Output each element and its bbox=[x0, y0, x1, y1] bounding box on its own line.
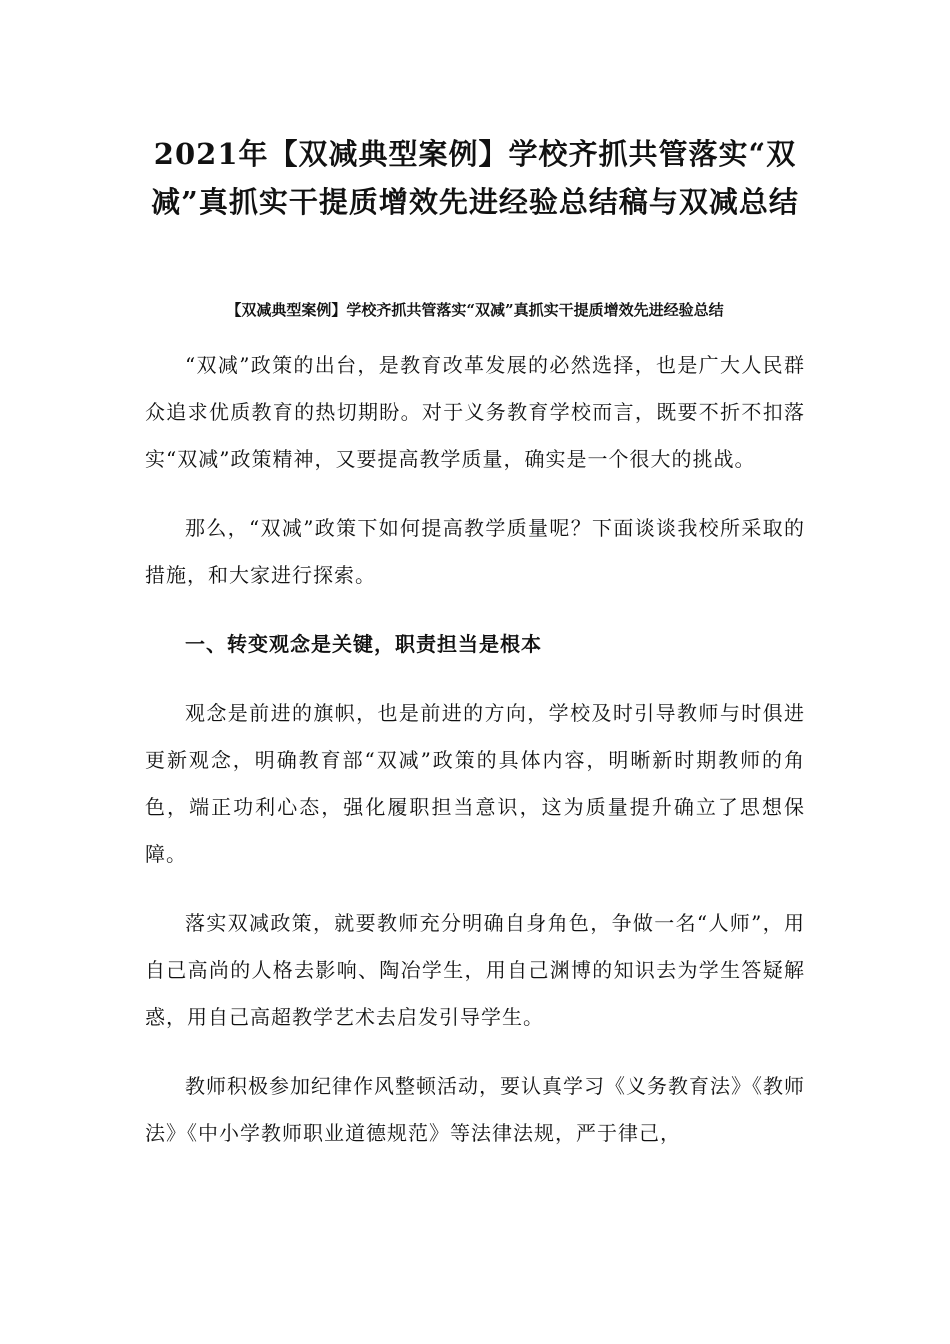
body-paragraph: 落实双减政策，就要教师充分明确自身角色，争做一名“人师”，用自己高尚的人格去影响、陶冶学生，用自己渊博的知识去为学生答疑解惑，用自己高超教学艺术去启发引导学生。 bbox=[145, 911, 805, 1029]
document-title bbox=[120, 130, 830, 226]
body-paragraph: 那么，“双减”政策下如何提高教学质量呢？下面谈谈我校所采取的措施，和大家进行探索。 bbox=[145, 516, 805, 587]
section-heading: 一、转变观念是关键，职责担当是根本 bbox=[185, 632, 542, 656]
title-line-1: 2021年【双减典型案例】学校齐抓共管落实“双 bbox=[153, 137, 797, 171]
document-subtitle: 【双减典型案例】学校齐抓共管落实“双减”真抓实干提质增效先进经验总结 bbox=[226, 301, 724, 319]
body-paragraph: “双减”政策的出台，是教育改革发展的必然选择，也是广大人民群众追求优质教育的热切期盼。对于义务教育学校而言，既要不折不扣落实“双减”政策精神，又要提高教学质量，确实是一个很大的挑战。 bbox=[145, 353, 805, 471]
body-paragraph: 观念是前进的旗帜，也是前进的方向，学校及时引导教师与时俱进更新观念，明确教育部“双减”政策的具体内容，明晰新时期教师的角色，端正功利心态，强化履职担当意识，这为质量提升确立了思想保障。 bbox=[145, 701, 805, 866]
document-body bbox=[145, 342, 805, 1157]
title-line-2: 减”真抓实干提质增效先进经验总结稿与双减总结 bbox=[151, 185, 799, 219]
body-paragraph: 教师积极参加纪律作风整顿活动，要认真学习《义务教育法》《教师法》《中小学教师职业道德规范》等法律法规，严于律己， bbox=[145, 1074, 805, 1145]
